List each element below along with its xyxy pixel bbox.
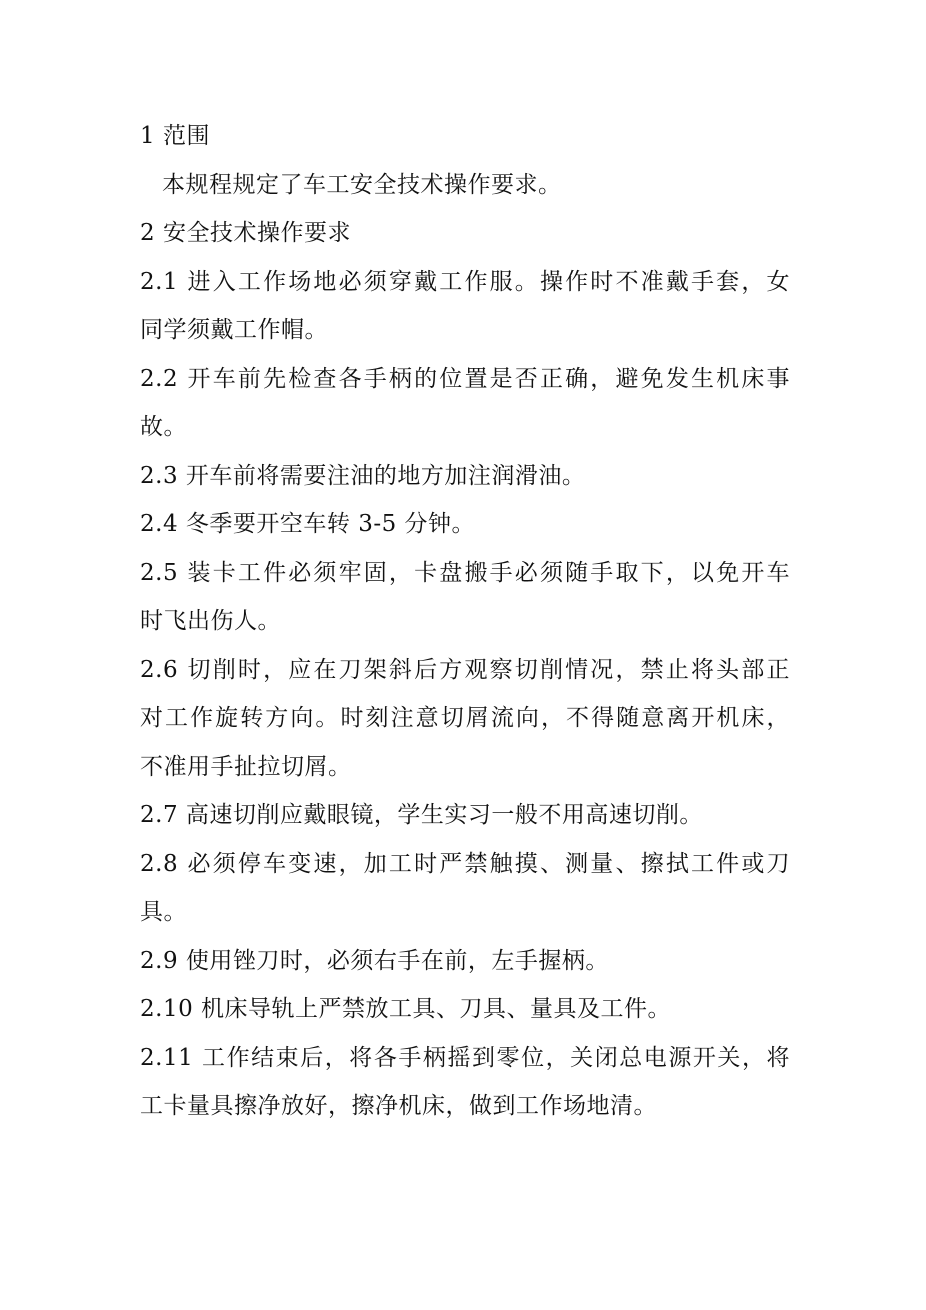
item-2-5-line-2: 时飞出伤人。 <box>140 608 281 634</box>
item-2-9-line-1: 2.9 使用锉刀时，必须右手在前，左手握柄。 <box>140 947 609 974</box>
item-2-7-line-1: 2.7 高速切削应戴眼镜，学生实习一般不用高速切削。 <box>140 802 703 828</box>
item-2-2-line-2: 故。 <box>140 414 187 440</box>
item-2-11-line-2: 工卡量具擦净放好，擦净机床，做到工作场地清。 <box>140 1093 657 1119</box>
section-1-body: 本规程规定了车工安全技术操作要求。 <box>162 171 562 198</box>
item-2-1-line-2: 同学须戴工作帽。 <box>140 317 328 343</box>
item-2-10-line-1: 2.10 机床导轨上严禁放工具、刀具、量具及工件。 <box>140 996 672 1022</box>
item-2-6-line-1: 2.6 切削时，应在刀架斜后方观察切削情况，禁止将头部正 <box>140 656 790 683</box>
item-2-6-line-2: 对工作旋转方向。时刻注意切屑流向，不得随意离开机床， <box>140 705 790 731</box>
item-2-2-line-1: 2.2 开车前先检查各手柄的位置是否正确，避免发生机床事 <box>140 365 790 392</box>
item-2-5-line-1: 2.5 装卡工件必须牢固，卡盘搬手必须随手取下，以免开车 <box>140 559 790 586</box>
section-1-heading: 1 范围 <box>140 123 210 149</box>
item-2-1-line-1: 2.1 进入工作场地必须穿戴工作服。操作时不准戴手套，女 <box>140 268 790 295</box>
item-2-4-line-1: 2.4 冬季要开空车转 3-5 分钟。 <box>140 511 476 537</box>
section-2-heading: 2 安全技术操作要求 <box>140 220 351 246</box>
item-2-11-line-1: 2.11 工作结束后，将各手柄摇到零位，关闭总电源开关，将 <box>140 1044 790 1071</box>
item-2-8-line-1: 2.8 必须停车变速，加工时严禁触摸、测量、擦拭工件或刀 <box>140 850 790 877</box>
item-2-6-line-3: 不准用手扯拉切屑。 <box>140 753 352 780</box>
item-2-8-line-2: 具。 <box>140 899 187 925</box>
document-page <box>140 112 790 1131</box>
item-2-3-line-1: 2.3 开车前将需要注油的地方加注润滑油。 <box>140 462 586 489</box>
